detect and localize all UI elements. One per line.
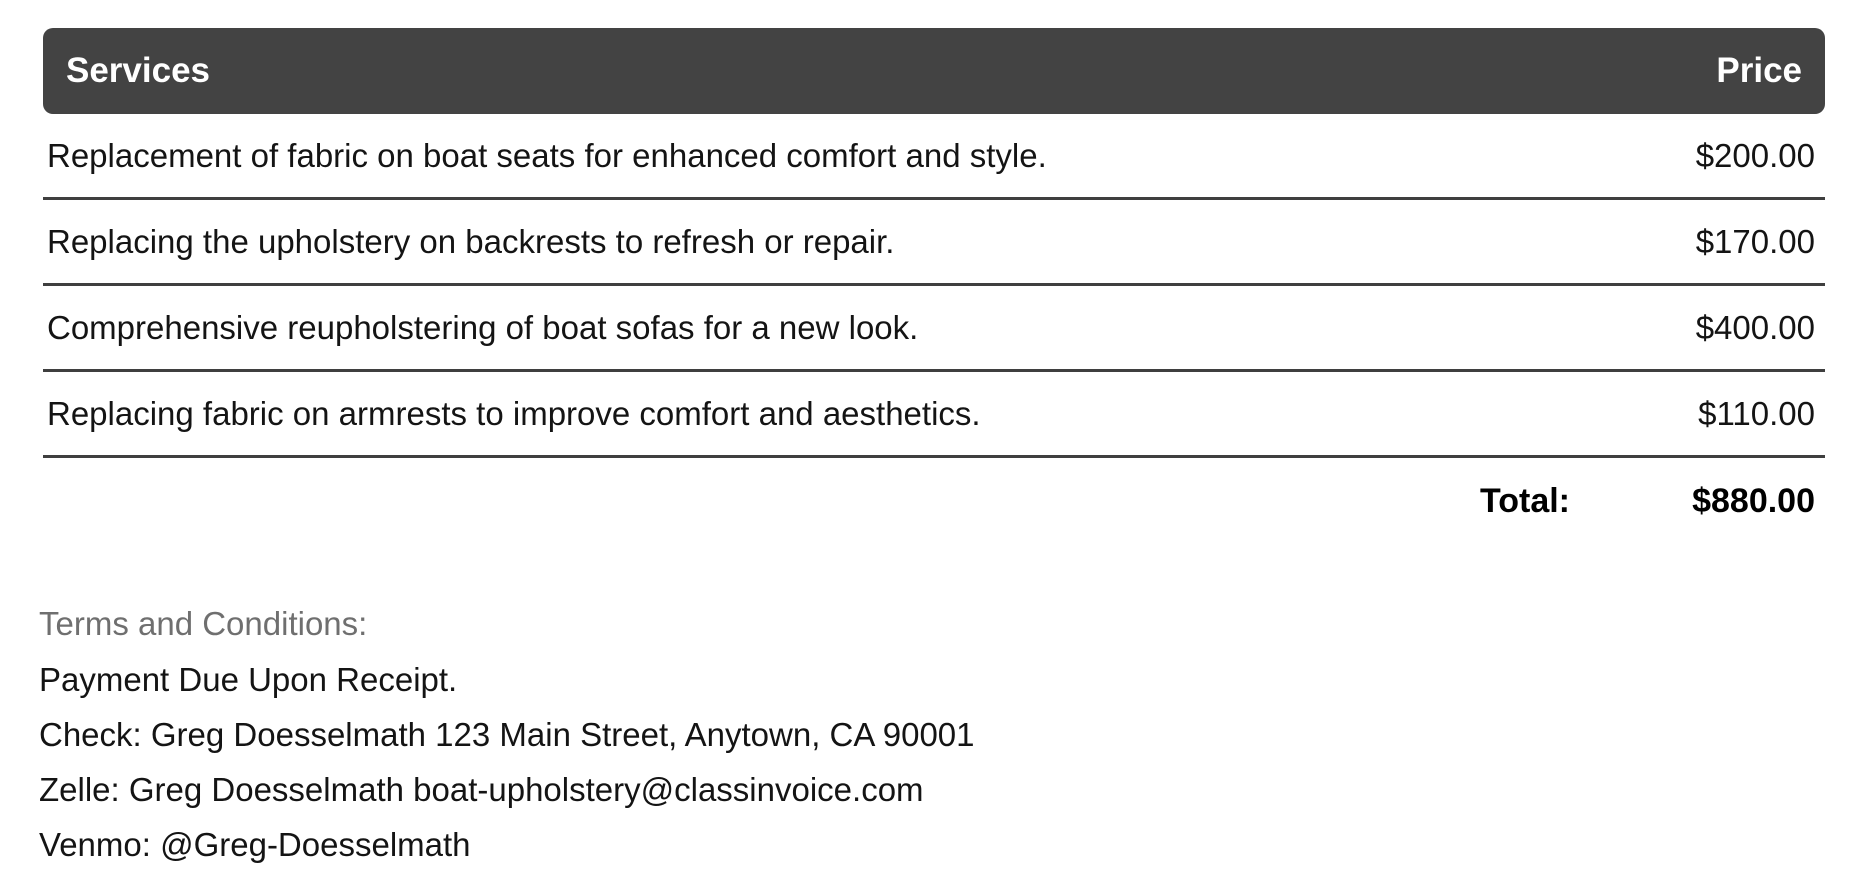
table-row [43,114,1825,200]
service-price: $170.00 [1695,222,1815,260]
price-column-header: Price [1716,51,1802,90]
terms-line-check: Check: Greg Doesselmath 123 Main Street, Anytown, CA 90001 [39,716,975,753]
service-price: $400.00 [1695,308,1815,346]
terms-line-zelle: Zelle: Greg Doesselmath boat-upholstery@classinvoice.com [39,771,924,808]
total-row [43,458,1825,544]
table-row [43,200,1825,286]
service-description: Replacing fabric on armrests to improve comfort and aesthetics. [47,394,981,432]
service-price: $200.00 [1695,136,1815,174]
terms-heading: Terms and Conditions: [39,605,368,642]
table-row [43,372,1825,458]
service-description: Comprehensive reupholstering of boat sofas for a new look. [47,308,919,346]
table-row [43,286,1825,372]
terms-line-venmo: Venmo: @Greg-Doesselmath [39,826,471,863]
total-label: Total: [1479,481,1570,520]
terms-and-conditions-section [39,596,1825,872]
total-value: $880.00 [1692,481,1815,520]
terms-line-payment: Payment Due Upon Receipt. [39,661,458,698]
service-description: Replacing the upholstery on backrests to refresh or repair. [47,222,895,260]
service-description: Replacement of fabric on boat seats for enhanced comfort and style. [47,136,1047,174]
table-header-row [43,28,1825,114]
service-price: $110.00 [1698,394,1815,432]
services-column-header: Services [66,51,211,90]
services-table [43,28,1825,544]
